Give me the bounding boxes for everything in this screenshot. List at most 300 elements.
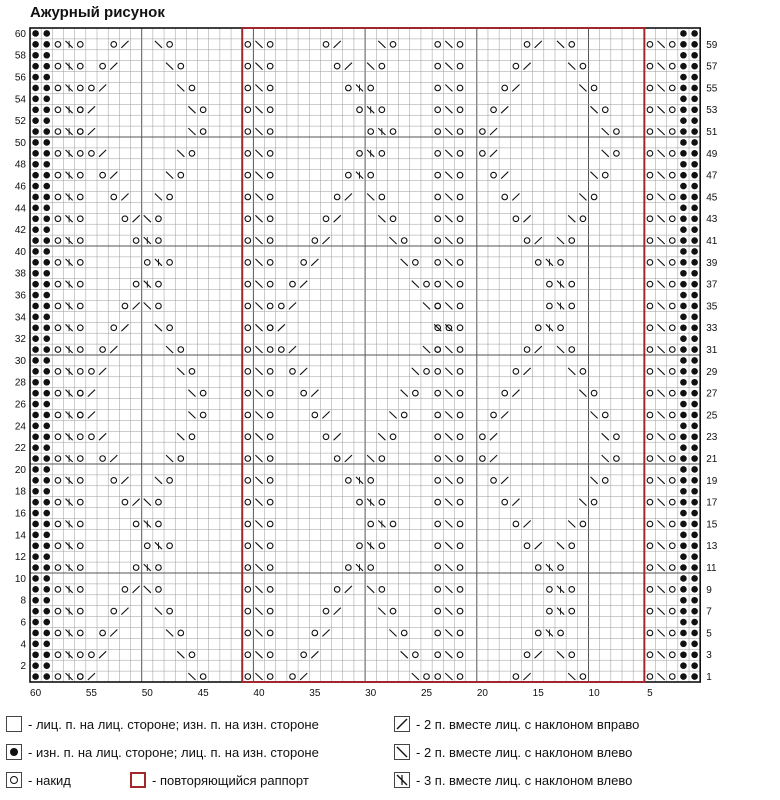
chart-title: Ажурный рисунок bbox=[30, 4, 165, 21]
purl-dot bbox=[680, 74, 687, 81]
purl-dot bbox=[680, 444, 687, 451]
purl-dot bbox=[32, 281, 39, 288]
row-number-right: 59 bbox=[706, 39, 718, 51]
row-number-right: 27 bbox=[706, 388, 718, 400]
legend-text-knit: - лиц. п. на лиц. стороне; изн. п. на изн. стороне bbox=[28, 716, 319, 732]
row-number-right: 57 bbox=[706, 61, 718, 73]
purl-dot bbox=[43, 357, 50, 364]
purl-dot bbox=[43, 423, 50, 430]
purl-dot bbox=[43, 63, 50, 70]
purl-dot bbox=[32, 477, 39, 484]
purl-dot bbox=[43, 662, 50, 669]
purl-dot bbox=[680, 183, 687, 190]
purl-dot bbox=[43, 488, 50, 495]
legend-item-purl bbox=[6, 740, 319, 764]
purl-dot bbox=[32, 619, 39, 626]
purl-dot bbox=[691, 390, 698, 397]
purl-dot bbox=[32, 673, 39, 680]
purl-dot bbox=[680, 673, 687, 680]
yarn-over-icon bbox=[6, 772, 22, 788]
column-number: 35 bbox=[309, 688, 321, 699]
purl-dot bbox=[680, 52, 687, 59]
purl-dot bbox=[32, 85, 39, 92]
purl-dot bbox=[43, 194, 50, 201]
row-number-left: 20 bbox=[14, 464, 26, 476]
purl-dot bbox=[680, 106, 687, 113]
purl-dot bbox=[691, 673, 698, 680]
purl-dot bbox=[680, 63, 687, 70]
purl-dot bbox=[32, 226, 39, 233]
purl-dot bbox=[32, 390, 39, 397]
purl-dot bbox=[43, 41, 50, 48]
purl-dot bbox=[32, 183, 39, 190]
row-number-left: 4 bbox=[20, 639, 26, 651]
purl-dot bbox=[691, 259, 698, 266]
row-number-left: 32 bbox=[14, 334, 26, 346]
purl-dot bbox=[691, 521, 698, 528]
purl-dot bbox=[691, 270, 698, 277]
purl-dot bbox=[32, 106, 39, 113]
purl-dot bbox=[32, 161, 39, 168]
row-number-left: 6 bbox=[20, 617, 26, 629]
column-number: 5 bbox=[647, 688, 653, 699]
row-number-left: 46 bbox=[14, 181, 26, 193]
purl-dot bbox=[32, 564, 39, 571]
purl-dot bbox=[32, 532, 39, 539]
row-number-right: 11 bbox=[706, 563, 717, 574]
purl-dot bbox=[43, 597, 50, 604]
purl-dot bbox=[680, 205, 687, 212]
purl-dot bbox=[43, 564, 50, 571]
purl-dot bbox=[680, 510, 687, 517]
purl-dot bbox=[691, 248, 698, 255]
purl-dot bbox=[32, 368, 39, 375]
purl-dot bbox=[691, 52, 698, 59]
purl-dot bbox=[680, 96, 687, 103]
purl-dot bbox=[32, 259, 39, 266]
purl-dot bbox=[691, 324, 698, 331]
column-number: 60 bbox=[30, 688, 42, 699]
row-number-left: 26 bbox=[14, 399, 26, 411]
repeat-box-icon bbox=[130, 772, 146, 788]
legend-text-repeat: - повторяющийся раппорт bbox=[152, 772, 309, 788]
purl-dot bbox=[680, 553, 687, 560]
row-number-right: 15 bbox=[706, 519, 718, 531]
purl-dot bbox=[691, 542, 698, 549]
purl-dot bbox=[691, 488, 698, 495]
purl-dot bbox=[32, 586, 39, 593]
purl-dot bbox=[43, 401, 50, 408]
purl-dot bbox=[43, 324, 50, 331]
purl-dot bbox=[680, 564, 687, 571]
purl-dot bbox=[43, 455, 50, 462]
purl-dot bbox=[691, 215, 698, 222]
purl-dot bbox=[691, 368, 698, 375]
purl-dot bbox=[43, 150, 50, 157]
purl-dot bbox=[32, 205, 39, 212]
row-number-right: 53 bbox=[706, 105, 718, 117]
purl-dot bbox=[32, 30, 39, 37]
purl-dot bbox=[43, 281, 50, 288]
row-number-left: 42 bbox=[14, 225, 26, 237]
purl-dot bbox=[32, 510, 39, 517]
legend-item-k2tog-right bbox=[394, 712, 639, 736]
legend-item-repeat bbox=[130, 768, 309, 792]
legend-item-k2tog-left bbox=[394, 740, 632, 764]
row-number-left: 12 bbox=[14, 552, 26, 564]
purl-dot bbox=[32, 63, 39, 70]
purl-dot bbox=[680, 324, 687, 331]
purl-dot bbox=[43, 96, 50, 103]
purl-dot bbox=[32, 303, 39, 310]
purl-dot bbox=[691, 106, 698, 113]
row-number-left: 48 bbox=[14, 159, 26, 171]
purl-dot bbox=[32, 433, 39, 440]
purl-dot bbox=[43, 630, 50, 637]
row-number-left: 8 bbox=[20, 595, 26, 607]
row-number-right: 23 bbox=[706, 432, 718, 444]
purl-dot bbox=[680, 379, 687, 386]
purl-dot bbox=[680, 85, 687, 92]
purl-dot bbox=[680, 303, 687, 310]
purl-dot bbox=[691, 499, 698, 506]
purl-dot bbox=[43, 510, 50, 517]
purl-dot bbox=[43, 586, 50, 593]
purl-dot bbox=[680, 161, 687, 168]
purl-dot bbox=[43, 390, 50, 397]
legend-text-k3tog-left: - 3 п. вместе лиц. с наклоном влево bbox=[416, 772, 633, 788]
row-number-right: 29 bbox=[706, 366, 718, 378]
row-number-left: 14 bbox=[14, 530, 26, 542]
row-number-left: 10 bbox=[14, 573, 26, 585]
purl-dot bbox=[680, 30, 687, 37]
purl-dot bbox=[43, 226, 50, 233]
purl-dot bbox=[43, 139, 50, 146]
purl-dot bbox=[43, 433, 50, 440]
purl-dot bbox=[43, 314, 50, 321]
purl-dot bbox=[680, 172, 687, 179]
purl-dot bbox=[680, 619, 687, 626]
row-number-left: 16 bbox=[14, 508, 26, 520]
purl-dot bbox=[680, 542, 687, 549]
purl-dot bbox=[32, 597, 39, 604]
row-number-right: 55 bbox=[706, 83, 718, 95]
purl-dot bbox=[680, 314, 687, 321]
purl-dot bbox=[680, 194, 687, 201]
purl-dot bbox=[691, 401, 698, 408]
purl-dot bbox=[691, 455, 698, 462]
purl-dot bbox=[32, 641, 39, 648]
purl-dot bbox=[32, 651, 39, 658]
purl-dot bbox=[43, 117, 50, 124]
purl-dot bbox=[680, 651, 687, 658]
purl-dot bbox=[43, 183, 50, 190]
purl-dot bbox=[691, 608, 698, 615]
purl-dot bbox=[680, 608, 687, 615]
purl-dot bbox=[691, 346, 698, 353]
purl-dot bbox=[43, 651, 50, 658]
purl-dot bbox=[43, 172, 50, 179]
purl-dot bbox=[691, 205, 698, 212]
row-number-left: 22 bbox=[14, 443, 26, 455]
purl-dot bbox=[32, 630, 39, 637]
purl-dot bbox=[680, 335, 687, 342]
row-number-left: 24 bbox=[14, 421, 26, 433]
purl-dot bbox=[43, 205, 50, 212]
purl-dot bbox=[691, 619, 698, 626]
purl-dot bbox=[691, 74, 698, 81]
row-number-right: 1 bbox=[706, 672, 712, 683]
slash-left-icon bbox=[394, 744, 410, 760]
purl-dot bbox=[43, 608, 50, 615]
purl-dot bbox=[32, 499, 39, 506]
purl-dot bbox=[680, 281, 687, 288]
purl-dot bbox=[680, 346, 687, 353]
purl-dot bbox=[32, 172, 39, 179]
purl-dot bbox=[32, 346, 39, 353]
purl-dot bbox=[43, 128, 50, 135]
purl-dot bbox=[691, 292, 698, 299]
row-number-left: 52 bbox=[14, 116, 26, 128]
purl-dot bbox=[32, 324, 39, 331]
purl-dot bbox=[32, 575, 39, 582]
row-number-right: 43 bbox=[706, 214, 718, 226]
column-number: 25 bbox=[420, 688, 433, 699]
purl-dot bbox=[691, 630, 698, 637]
slash-right-icon bbox=[394, 716, 410, 732]
purl-dot bbox=[43, 477, 50, 484]
purl-dot bbox=[691, 597, 698, 604]
purl-dot bbox=[691, 423, 698, 430]
purl-dot bbox=[43, 673, 50, 680]
column-number: 10 bbox=[588, 688, 600, 699]
purl-dot bbox=[32, 553, 39, 560]
purl-dot bbox=[680, 150, 687, 157]
purl-dot bbox=[691, 161, 698, 168]
purl-dot bbox=[680, 423, 687, 430]
row-number-right: 39 bbox=[706, 257, 718, 269]
row-number-left: 40 bbox=[14, 246, 26, 258]
purl-dot bbox=[32, 488, 39, 495]
row-number-right: 3 bbox=[706, 650, 712, 662]
purl-dot bbox=[680, 292, 687, 299]
purl-dot bbox=[691, 335, 698, 342]
purl-dot bbox=[43, 74, 50, 81]
row-number-left: 30 bbox=[14, 355, 26, 367]
purl-dot bbox=[691, 237, 698, 244]
legend-text-k2tog-left: - 2 п. вместе лиц. с наклоном влево bbox=[416, 744, 633, 760]
purl-dot bbox=[32, 542, 39, 549]
row-number-right: 45 bbox=[706, 192, 718, 204]
row-number-right: 9 bbox=[706, 584, 712, 596]
purl-dot bbox=[691, 63, 698, 70]
purl-dot bbox=[691, 532, 698, 539]
row-number-left: 50 bbox=[14, 137, 26, 149]
row-number-right: 47 bbox=[706, 170, 718, 182]
purl-dot bbox=[43, 346, 50, 353]
purl-dot bbox=[691, 444, 698, 451]
column-number: 15 bbox=[532, 688, 544, 699]
legend-text-k2tog-right: - 2 п. вместе лиц. с наклоном вправо bbox=[416, 716, 640, 732]
purl-dot bbox=[691, 226, 698, 233]
column-number: 20 bbox=[476, 688, 488, 699]
legend-item-yarn-over bbox=[6, 768, 71, 792]
row-number-right: 49 bbox=[706, 148, 718, 160]
column-number: 50 bbox=[141, 688, 153, 699]
row-number-right: 5 bbox=[706, 628, 712, 640]
row-number-left: 28 bbox=[14, 377, 26, 389]
purl-dot bbox=[691, 477, 698, 484]
purl-dot bbox=[32, 248, 39, 255]
purl-dot bbox=[43, 52, 50, 59]
purl-dot bbox=[691, 586, 698, 593]
column-number: 55 bbox=[85, 688, 97, 699]
row-number-right: 31 bbox=[706, 345, 718, 356]
purl-dot bbox=[680, 521, 687, 528]
purl-dot bbox=[691, 96, 698, 103]
row-number-right: 7 bbox=[706, 606, 712, 618]
purl-dot bbox=[32, 96, 39, 103]
purl-dot bbox=[680, 41, 687, 48]
row-number-right: 37 bbox=[706, 279, 718, 291]
purl-dot bbox=[43, 641, 50, 648]
purl-dot bbox=[680, 662, 687, 669]
purl-dot bbox=[43, 161, 50, 168]
purl-dot bbox=[691, 281, 698, 288]
purl-dot bbox=[680, 401, 687, 408]
purl-dot bbox=[680, 597, 687, 604]
purl-dot bbox=[691, 194, 698, 201]
purl-dot bbox=[680, 128, 687, 135]
purl-dot bbox=[680, 477, 687, 484]
purl-dot bbox=[32, 455, 39, 462]
purl-dot bbox=[680, 455, 687, 462]
purl-dot bbox=[32, 423, 39, 430]
purl-dot bbox=[43, 619, 50, 626]
row-number-right: 41 bbox=[706, 236, 718, 247]
purl-dot bbox=[680, 641, 687, 648]
purl-dot bbox=[691, 139, 698, 146]
purl-dot bbox=[32, 466, 39, 473]
purl-dot bbox=[691, 357, 698, 364]
row-number-right: 25 bbox=[706, 410, 718, 422]
purl-dot bbox=[691, 30, 698, 37]
purl-dot bbox=[43, 303, 50, 310]
purl-dot bbox=[43, 270, 50, 277]
purl-dot bbox=[691, 553, 698, 560]
purl-dot bbox=[32, 74, 39, 81]
purl-dot bbox=[691, 117, 698, 124]
purl-dot bbox=[680, 630, 687, 637]
purl-dot bbox=[43, 521, 50, 528]
purl-dot bbox=[680, 357, 687, 364]
purl-dot bbox=[43, 106, 50, 113]
purl-dot bbox=[43, 532, 50, 539]
row-number-right: 17 bbox=[706, 497, 718, 509]
purl-dot bbox=[680, 139, 687, 146]
purl-dot bbox=[32, 444, 39, 451]
purl-dot bbox=[680, 237, 687, 244]
purl-dot bbox=[43, 412, 50, 419]
column-number: 30 bbox=[365, 688, 377, 699]
purl-dot bbox=[680, 390, 687, 397]
purl-dot bbox=[32, 608, 39, 615]
purl-dot bbox=[32, 139, 39, 146]
purl-dot bbox=[32, 292, 39, 299]
purl-dot bbox=[43, 292, 50, 299]
purl-dot bbox=[32, 215, 39, 222]
purl-dot bbox=[691, 662, 698, 669]
purl-dot bbox=[43, 553, 50, 560]
purl-dot bbox=[691, 564, 698, 571]
row-number-right: 19 bbox=[706, 475, 718, 487]
purl-dot bbox=[43, 215, 50, 222]
row-number-right: 13 bbox=[706, 541, 718, 553]
purl-dot bbox=[691, 510, 698, 517]
purl-dot bbox=[43, 335, 50, 342]
purl-dot bbox=[32, 237, 39, 244]
purl-dot bbox=[680, 532, 687, 539]
purl-dot bbox=[43, 248, 50, 255]
purl-dot bbox=[43, 85, 50, 92]
purl-dot bbox=[43, 499, 50, 506]
purl-dot bbox=[32, 662, 39, 669]
row-number-left: 36 bbox=[14, 290, 26, 302]
purl-dot bbox=[43, 259, 50, 266]
row-number-left: 58 bbox=[14, 50, 26, 62]
purl-dot bbox=[32, 41, 39, 48]
purl-dot bbox=[680, 488, 687, 495]
purl-dot bbox=[691, 651, 698, 658]
row-number-left: 60 bbox=[14, 28, 26, 40]
column-number: 40 bbox=[253, 688, 265, 699]
row-number-left: 44 bbox=[14, 203, 26, 215]
purl-dot bbox=[680, 117, 687, 124]
purl-dot bbox=[32, 117, 39, 124]
purl-dot bbox=[32, 412, 39, 419]
purl-dot bbox=[43, 542, 50, 549]
purl-dot bbox=[32, 52, 39, 59]
row-number-right: 33 bbox=[706, 323, 718, 335]
purl-dot bbox=[32, 128, 39, 135]
purl-dot bbox=[691, 150, 698, 157]
purl-dot bbox=[691, 128, 698, 135]
purl-dot bbox=[43, 444, 50, 451]
row-number-left: 38 bbox=[14, 268, 26, 280]
purl-dot bbox=[32, 357, 39, 364]
purl-dot bbox=[32, 521, 39, 528]
k3tog-left-icon bbox=[394, 772, 410, 788]
purl-dot bbox=[43, 368, 50, 375]
purl-dot bbox=[43, 466, 50, 473]
row-number-right: 51 bbox=[706, 127, 718, 138]
purl-dot bbox=[691, 85, 698, 92]
purl-dot bbox=[43, 237, 50, 244]
row-number-left: 18 bbox=[14, 486, 26, 498]
row-number-left: 56 bbox=[14, 72, 26, 84]
purl-dot bbox=[691, 303, 698, 310]
purl-dot bbox=[691, 412, 698, 419]
purl-dot bbox=[680, 248, 687, 255]
column-number: 45 bbox=[197, 688, 209, 699]
purl-dot bbox=[680, 259, 687, 266]
filled-dot-icon bbox=[6, 744, 22, 760]
purl-dot bbox=[691, 575, 698, 582]
purl-dot bbox=[32, 379, 39, 386]
purl-dot bbox=[691, 183, 698, 190]
purl-dot bbox=[691, 641, 698, 648]
purl-dot bbox=[32, 401, 39, 408]
